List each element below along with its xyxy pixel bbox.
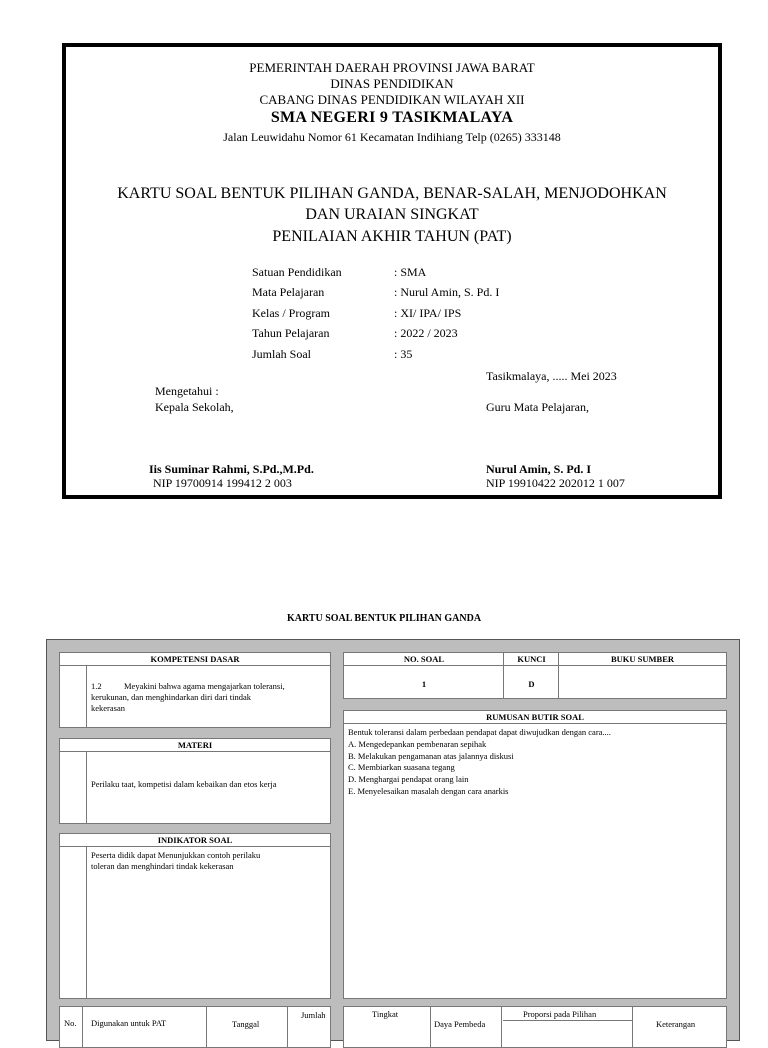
kd-box <box>59 652 331 728</box>
indikator-header: INDIKATOR SOAL <box>60 834 330 847</box>
option-c: C. Membiarkan suasana tegang <box>348 762 455 772</box>
info-label: Mata Pelajaran <box>252 285 325 299</box>
info-value: : XI/ IPA/ IPS <box>394 306 462 320</box>
question-text: Bentuk toleransi dalam perbedaan pendapat dapat diwujudkan dengan cara.... <box>348 727 611 737</box>
kd-text-line: kerukunan, dan menghindarkan diri dari tindak <box>91 692 252 702</box>
tingkat-header: Tingkat <box>372 1009 399 1019</box>
buku-header: BUKU SUMBER <box>610 654 675 664</box>
daya-header: Daya Pembeda <box>434 1019 486 1029</box>
indikator-gutter <box>60 847 87 998</box>
govt-line: PEMERINTAH DAERAH PROVINSI JAWA BARAT <box>249 60 535 75</box>
usage-jumlah-header: Jumlah <box>301 1010 326 1020</box>
kd-text-line: kekerasan <box>91 703 125 713</box>
no-soal-value: 1 <box>421 679 427 689</box>
proporsi-divider <box>503 1020 632 1021</box>
materi-box <box>59 738 331 824</box>
usage-digunakan-header: Digunakan untuk PAT <box>91 1018 167 1028</box>
proporsi-header: Proporsi pada Pilihan <box>523 1009 597 1019</box>
info-label: Jumlah Soal <box>252 347 311 361</box>
question-card <box>46 639 740 1041</box>
doc-title-line1: KARTU SOAL BENTUK PILIHAN GANDA, BENAR-SALAH, MENJODOHKAN <box>117 185 667 202</box>
kunci-value: D <box>528 679 535 689</box>
kunci-col <box>504 653 559 698</box>
option-b: B. Melakukan pengamanan atas jalannya diskusi <box>348 751 514 761</box>
kunci-header: KUNCI <box>517 654 546 664</box>
branch-line: CABANG DINAS PENDIDIKAN WILAYAH XII <box>259 92 525 107</box>
dept-line: DINAS PENDIDIKAN <box>330 76 454 91</box>
teacher-title: Guru Mata Pelajaran, <box>486 400 589 414</box>
school-address: Jalan Leuwidahu Nomor 61 Kecamatan Indihiang Telp (0265) 333148 <box>223 130 561 144</box>
keterangan-header: Keterangan <box>656 1019 696 1029</box>
doc-title-line3: PENILAIAN AKHIR TAHUN (PAT) <box>272 228 512 245</box>
analysis-table <box>343 1006 727 1048</box>
usage-tanggal-header: Tanggal <box>232 1019 260 1029</box>
principal-name: Iis Suminar Rahmi, S.Pd.,M.Pd. <box>149 462 314 476</box>
doc-title-line2: DAN URAIAN SINGKAT <box>305 206 479 223</box>
teacher-name: Nurul Amin, S. Pd. I <box>486 462 592 476</box>
acknowledged-label: Mengetahui : <box>155 384 219 398</box>
materi-text: Perilaku taat, kompetisi dalam kebaikan dan etos kerja <box>91 779 277 789</box>
option-d: D. Menghargai pendapat orang lain <box>348 774 469 784</box>
info-value: : Nurul Amin, S. Pd. I <box>394 285 500 299</box>
info-label: Satuan Pendidikan <box>252 265 342 279</box>
no-soal-header: NO. SOAL <box>403 654 445 664</box>
kd-number: 1.2 <box>91 681 102 691</box>
soal-info-box <box>343 652 727 699</box>
cover-frame <box>62 43 722 499</box>
place-date: Tasikmalaya, ..... Mei 2023 <box>486 369 617 383</box>
info-value: : 35 <box>394 347 413 361</box>
principal-title: Kepala Sekolah, <box>155 400 234 414</box>
kd-header: KOMPETENSI DASAR <box>60 653 330 666</box>
no-soal-col <box>344 653 504 698</box>
option-e: E. Menyelesaikan masalah dengan cara anarkis <box>348 786 509 796</box>
kd-gutter <box>60 666 87 727</box>
teacher-nip: NIP 19910422 202012 1 007 <box>486 476 625 490</box>
usage-no-header: No. <box>64 1018 77 1028</box>
info-label: Tahun Pelajaran <box>252 326 330 340</box>
info-value: : SMA <box>394 265 427 279</box>
option-a: A. Mengedepankan pembenaran sepihak <box>348 739 487 749</box>
indikator-text-line: Peserta didik dapat Menunjukkan contoh perilaku <box>91 850 261 860</box>
rumusan-box <box>343 710 727 999</box>
kd-text-line: Meyakini bahwa agama mengajarkan toleransi, <box>124 681 285 691</box>
principal-nip: NIP 19700914 199412 2 003 <box>153 476 292 490</box>
materi-header: MATERI <box>60 739 330 752</box>
info-label: Kelas / Program <box>252 306 330 320</box>
school-name: SMA NEGERI 9 TASIKMALAYA <box>270 109 514 126</box>
materi-gutter <box>60 752 87 823</box>
info-value: : 2022 / 2023 <box>394 326 458 340</box>
indikator-box <box>59 833 331 999</box>
indikator-text-line: toleran dan menghindari tindak kekerasan <box>91 861 234 871</box>
card-title: KARTU SOAL BENTUK PILIHAN GANDA <box>286 613 482 624</box>
rumusan-header: RUMUSAN BUTIR SOAL <box>344 711 726 724</box>
usage-table <box>59 1006 331 1048</box>
